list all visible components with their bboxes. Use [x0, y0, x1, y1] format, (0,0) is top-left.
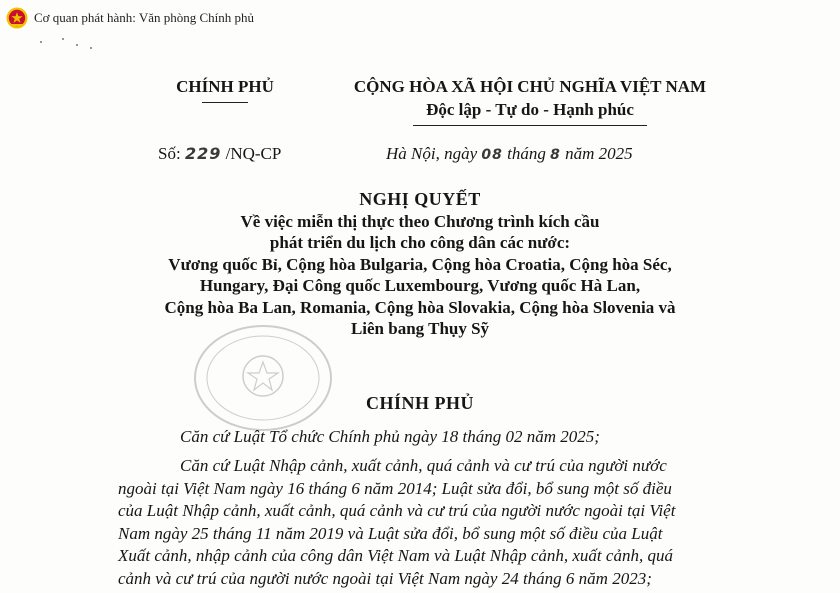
agency-name: CHÍNH PHỦ [176, 77, 274, 96]
date-month: 8 [550, 147, 561, 163]
paragraph-line: Xuất cảnh, nhập cảnh của công dân Việt Nam và Luật Nhập cảnh, xuất cảnh, quá [118, 546, 673, 566]
date-year: năm 2025 [565, 144, 633, 163]
paragraph-line: của Luật Nhập cảnh, xuất cảnh, quá cảnh và cư trú của người nước ngoài tại Việt [118, 501, 676, 521]
resolution-subject-line: Cộng hòa Ba Lan, Romania, Cộng hòa Slovakia, Cộng hòa Slovenia và [164, 297, 676, 317]
doc-number-prefix: Số: [158, 144, 181, 163]
date-day: 08 [481, 147, 503, 163]
paragraph-line: ngoài tại Việt Nam ngày 16 tháng 6 năm 2014; Luật sửa đổi, bổ sung một số điều [118, 478, 672, 498]
resolution-subject-line: Hungary, Đại Công quốc Luxembourg, Vương quốc Hà Lan, [199, 276, 641, 295]
resolution-subject-line: phát triển du lịch cho công dân các nước: [269, 233, 571, 252]
resolution-subject-line: Về việc miễn thị thực theo Chương trình kích cầu [240, 211, 600, 231]
national-emblem-icon [6, 7, 28, 29]
paragraph-line: Nam ngày 25 tháng 11 năm 2019 và Luật sửa đổi, bổ sung một số điều của Luật [118, 523, 663, 543]
doc-number-value: 229 [184, 144, 222, 163]
paragraph-line: cảnh và cư trú của người nước ngoài tại Việt Nam ngày 24 tháng 6 năm 2023; [118, 568, 652, 588]
faded-seal-stamp [183, 318, 343, 438]
document-number [158, 144, 281, 164]
paragraph-line: Căn cứ Luật Nhập cảnh, xuất cảnh, quá cảnh và cư trú của người nước [180, 456, 667, 475]
resolution-heading [120, 189, 720, 340]
agency-underline [202, 102, 248, 103]
government-heading: CHÍNH PHỦ [366, 393, 474, 413]
legal-basis-paragraph-1: Căn cứ Luật Tổ chức Chính phủ ngày 18 tháng 02 năm 2025; [180, 427, 600, 446]
document-date [386, 144, 633, 164]
resolution-subject-line: Vương quốc Bỉ, Cộng hòa Bulgaria, Cộng hòa Croatia, Cộng hòa Séc, [168, 254, 672, 274]
national-motto: Độc lập - Tự do - Hạnh phúc [426, 100, 634, 119]
doc-number-suffix: /NQ-CP [225, 144, 282, 163]
national-header [320, 76, 740, 126]
issuer-text: Cơ quan phát hành: Văn phòng Chính phủ [34, 10, 255, 25]
date-place: Hà Nội, ngày [386, 144, 478, 163]
resolution-subject-line: Liên bang Thụy Sỹ [350, 319, 490, 338]
resolution-title: NGHỊ QUYẾT [359, 189, 481, 209]
country-name: CỘNG HÒA XÃ HỘI CHỦ NGHĨA VIỆT NAM [353, 77, 707, 96]
agency-header [160, 76, 290, 103]
motto-underline [413, 125, 647, 126]
legal-basis-paragraph-2 [118, 455, 758, 591]
date-month-label: tháng [507, 144, 546, 163]
issuer-bar [6, 6, 254, 30]
scan-specks [40, 38, 100, 52]
